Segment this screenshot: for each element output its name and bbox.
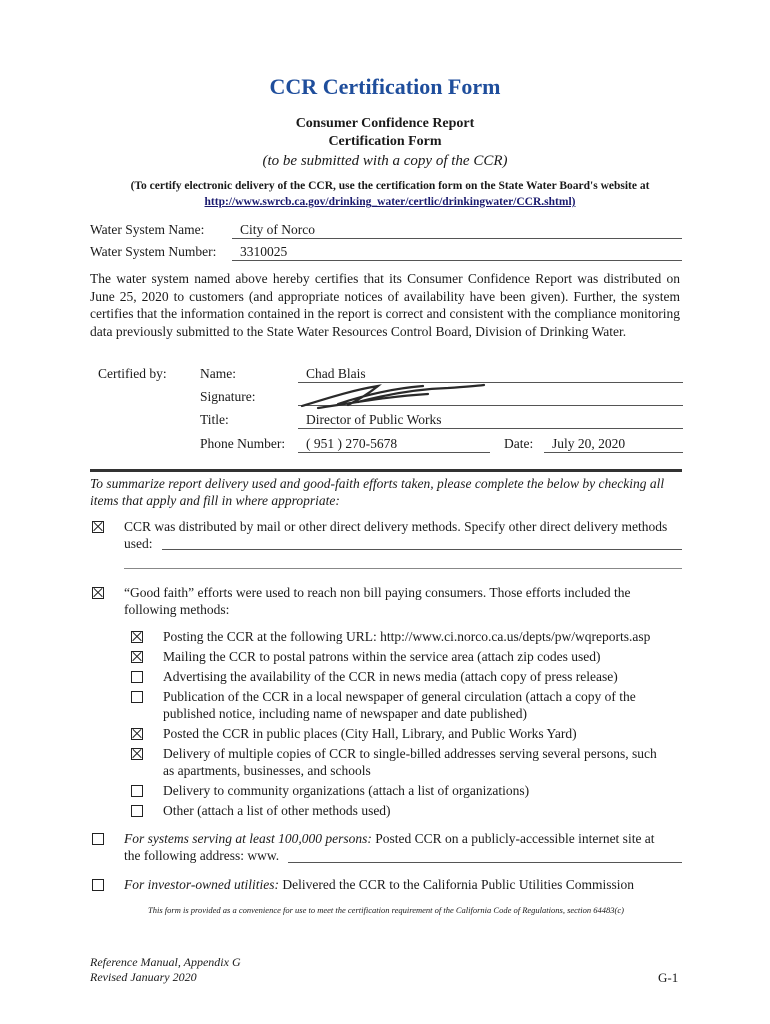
page-title: CCR Certification Form <box>269 74 501 99</box>
mail-delivery-text: CCR was distributed by mail or other direct delivery methods. Specify other direct delivery methods <box>124 519 668 534</box>
water-system-number-value[interactable]: 3310025 <box>240 244 288 259</box>
method-checkbox[interactable] <box>131 651 143 663</box>
method-text: Mailing the CCR to postal patrons within the service area (attach zip codes used) <box>163 649 601 664</box>
large-systems-body: Posted CCR on a publicly-accessible internet site at <box>371 831 655 846</box>
subtitle-line-1: Consumer Confidence Report <box>295 116 475 131</box>
method-checkbox[interactable] <box>131 748 143 760</box>
large-systems-checkbox[interactable] <box>92 833 104 845</box>
method-checkbox[interactable] <box>131 805 143 817</box>
section-divider <box>90 469 682 472</box>
method-text: Other (attach a list of other methods used) <box>163 803 391 818</box>
mail-delivery-checkbox[interactable] <box>92 521 104 533</box>
phone-label: Phone Number: <box>200 436 286 451</box>
signature-label: Signature: <box>200 389 256 404</box>
large-systems-address-label: the following address: www. <box>124 848 280 863</box>
method-text: Posted the CCR in public places (City Hall, Library, and Public Works Yard) <box>163 726 577 741</box>
electronic-delivery-link[interactable]: http://www.swrcb.ca.gov/drinking_water/certlic/drinkingwater/CCR.shtml) <box>204 196 576 208</box>
phone-underline <box>298 452 490 453</box>
delivery-instructions: To summarize report delivery used and good-faith efforts taken, please complete the below by checking all items that apply and fill in where appropriate: <box>90 476 665 508</box>
date-underline <box>544 452 683 453</box>
water-system-number-label: Water System Number: <box>90 244 217 259</box>
phone-value[interactable]: ( 951 ) 270-5678 <box>306 436 398 451</box>
method-text: Advertising the availability of the CCR in news media (attach copy of press release) <box>163 669 618 684</box>
water-system-name-value[interactable]: City of Norco <box>240 222 315 237</box>
water-system-name-label: Water System Name: <box>90 222 205 237</box>
investor-owned-text <box>124 876 684 893</box>
good-faith-text: “Good faith” efforts were used to reach non bill paying consumers. Those efforts included the <box>124 585 631 600</box>
certified-by-label: Certified by: <box>98 366 167 381</box>
electronic-delivery-note: (To certify electronic delivery of the CCR, use the certification form on the State Water Board's website at <box>130 180 650 192</box>
method-checkbox[interactable] <box>131 785 143 797</box>
signature-image <box>298 380 488 410</box>
method-text: Delivery to community organizations (attach a list of organizations) <box>163 783 530 798</box>
water-system-name-underline <box>232 238 682 239</box>
revision-date-label: Revised January 2020 <box>90 970 197 984</box>
subtitle-line-3: (to be submitted with a copy of the CCR) <box>262 153 508 169</box>
mail-methods-field-line2[interactable] <box>124 568 682 569</box>
good-faith-text-line2: following methods: <box>124 602 230 617</box>
large-systems-lead: For systems serving at least 100,000 persons: <box>124 831 372 846</box>
cert-title-label: Title: <box>200 412 229 427</box>
method-checkbox[interactable] <box>131 631 143 643</box>
mail-delivery-used-label: used: <box>124 536 153 551</box>
method-text-line2: published notice, including name of newspaper and date published) <box>163 706 528 721</box>
reference-manual-label: Reference Manual, Appendix G <box>90 955 241 969</box>
page-number: G-1 <box>658 970 679 985</box>
mail-methods-field[interactable] <box>162 549 682 550</box>
method-text-line2: as apartments, businesses, and schools <box>163 763 371 778</box>
method-text: Publication of the CCR in a local newspaper of general circulation (attach a copy of the <box>163 689 636 704</box>
good-faith-checkbox[interactable] <box>92 587 104 599</box>
cert-name-value[interactable]: Chad Blais <box>306 366 366 381</box>
method-checkbox[interactable] <box>131 728 143 740</box>
regulation-note: This form is provided as a convenience for use to meet the certification requirement of the California Code of Regulations, section 64483(c) <box>148 905 624 915</box>
method-text: Posting the CCR at the following URL: http://www.ci.norco.ca.us/depts/pw/wqreports.asp <box>163 629 651 644</box>
date-value[interactable]: July 20, 2020 <box>552 436 626 451</box>
investor-owned-checkbox[interactable] <box>92 879 104 891</box>
date-label: Date: <box>504 436 534 451</box>
cert-name-label: Name: <box>200 366 236 381</box>
investor-owned-body: Delivered the CCR to the California Public Utilities Commission <box>278 877 635 892</box>
method-checkbox[interactable] <box>131 671 143 683</box>
certification-statement: The water system named above hereby certifies that its Consumer Confidence Report was distributed on June 25, 2020 to customers (and appropriate notices of availability have been given). Further, the system certifies that the information contained in the report is correct and consistent with the compliance monitoring data previously submitted to the State Water Resources Control Board, Division of Drinking Water. <box>90 271 680 339</box>
method-text: Delivery of multiple copies of CCR to single-billed addresses serving several persons, such <box>163 746 657 761</box>
cert-title-underline <box>298 428 683 429</box>
cert-title-value[interactable]: Director of Public Works <box>306 412 442 427</box>
large-systems-address-field[interactable] <box>288 862 682 863</box>
subtitle-line-2: Certification Form <box>328 134 442 149</box>
large-systems-text <box>124 830 684 847</box>
investor-owned-lead: For investor-owned utilities: <box>124 877 279 892</box>
water-system-number-underline <box>232 260 682 261</box>
method-checkbox[interactable] <box>131 691 143 703</box>
